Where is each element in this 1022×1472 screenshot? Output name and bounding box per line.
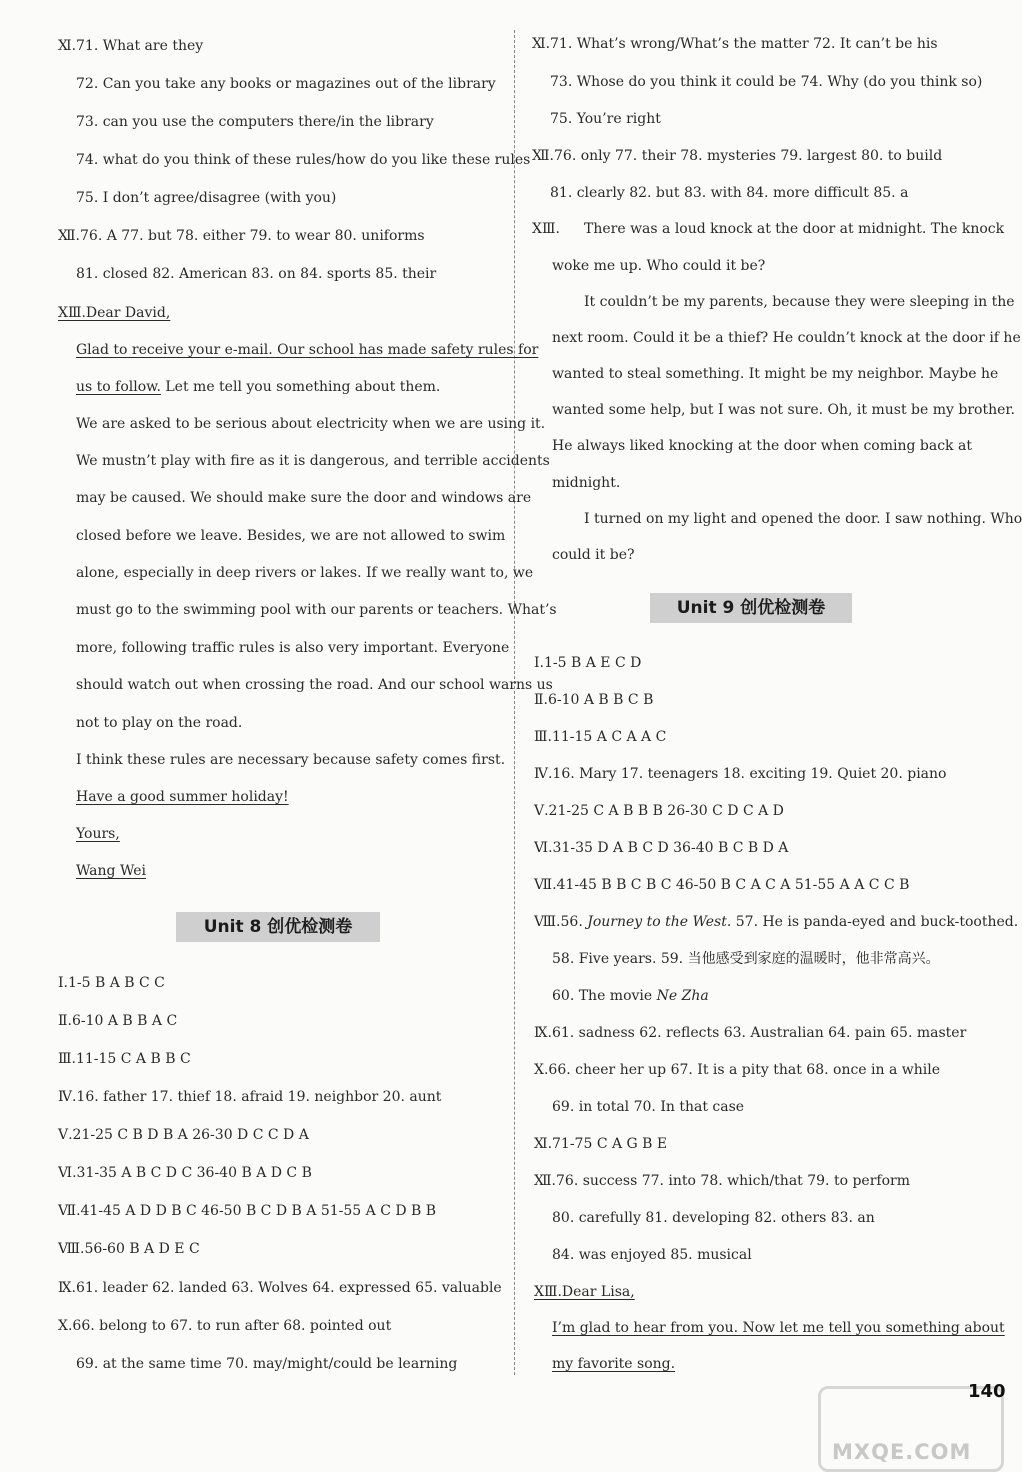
letter-greeting: ⅩⅢ.Dear Lisa, (534, 1284, 635, 1300)
letter-line: closed before we leave. Besides, we are not allowed to swim (76, 528, 506, 544)
story-line: I turned on my light and opened the door. I saw nothing. Who (584, 511, 1022, 527)
letter-line (76, 377, 440, 397)
answer-line: Ⅰ.1-5 B A B C C (58, 975, 165, 991)
answer-line: Ⅻ.76. A 77. but 78. either 79. to wear 80. uniforms (58, 228, 425, 244)
story-label: ⅩⅢ. (532, 221, 560, 237)
letter-line: not to play on the road. (76, 715, 243, 731)
answer-line (552, 986, 709, 1006)
answer-line: Ⅷ.56-60 B A D E C (58, 1241, 200, 1257)
page-number: 140 (968, 1381, 1006, 1402)
answer-line: Ⅹ.66. belong to 67. to run after 68. pointed out (58, 1318, 392, 1334)
letter-line: must go to the swimming pool with our parents or teachers. What’s (76, 602, 557, 618)
answer-line: 73. Whose do you think it could be 74. Why (do you think so) (550, 74, 983, 90)
letter-line: should watch out when crossing the road. And our school warns us (76, 677, 553, 693)
answer-line: Ⅳ.16. Mary 17. teenagers 18. exciting 19. Quiet 20. piano (534, 766, 947, 782)
answer-line: Ⅶ.41-45 A D D B C 46-50 B C D B A 51-55 A C D B B (58, 1203, 437, 1219)
story-line: midnight. (552, 475, 621, 491)
answer-line: Ⅴ.21-25 C B D B A 26-30 D C C D A (58, 1127, 309, 1143)
story-line: It couldn’t be my parents, because they were sleeping in the (584, 294, 1015, 310)
answer-line: Ⅻ.76. success 77. into 78. which/that 79. to perform (534, 1173, 910, 1189)
answer-line: 58. Five years. 59. 当他感受到家庭的温暖时，他非常高兴。 (552, 951, 940, 967)
story-line: wanted to steal something. It might be my neighbor. Maybe he (552, 366, 999, 382)
answer-line: 81. closed 82. American 83. on 84. sports 85. their (76, 266, 437, 282)
story-line: wanted some help, but I was not sure. Oh, it must be my brother. (552, 402, 1015, 418)
answer-text: Ⅷ.56. (534, 914, 588, 930)
answer-line: 73. can you use the computers there/in the library (76, 114, 434, 130)
answer-line: 80. carefully 81. developing 82. others 83. an (552, 1210, 875, 1226)
answer-line: Ⅸ.61. leader 62. landed 63. Wolves 64. expressed 65. valuable (58, 1280, 502, 1296)
answer-line: 69. in total 70. In that case (552, 1099, 745, 1115)
answer-line: Ⅵ.31-35 A B C D C 36-40 B A D C B (58, 1165, 312, 1181)
answer-line: Ⅹ.66. cheer her up 67. It is a pity that 68. once in a while (534, 1062, 941, 1078)
answer-text: 60. The movie (552, 988, 657, 1004)
letter-closing: Have a good summer holiday! (76, 789, 289, 805)
story-line: could it be? (552, 547, 635, 563)
answer-line: 84. was enjoyed 85. musical (552, 1247, 752, 1263)
answer-line: 74. what do you think of these rules/how do you like these rules (76, 152, 531, 168)
story-line: He always liked knocking at the door when coming back at (552, 438, 972, 454)
letter-line: I’m glad to hear from you. Now let me tell you something about (552, 1320, 1005, 1336)
answer-line: Ⅶ.41-45 B B C B C 46-50 B C A C A 51-55 A A C C B (534, 877, 910, 893)
letter-line: Glad to receive your e-mail. Our school has made safety rules for (76, 342, 539, 358)
answer-text: 57. He is panda-eyed and buck-toothed. (731, 914, 1019, 930)
answer-line: Ⅴ.21-25 C A B B B 26-30 C D C A D (534, 803, 784, 819)
story-line: There was a loud knock at the door at midnight. The knock (584, 221, 1005, 237)
answer-line: 72. Can you take any books or magazines out of the library (76, 76, 496, 92)
letter-line: more, following traffic rules is also very important. Everyone (76, 640, 510, 656)
letter-text: Let me tell you something about them. (160, 379, 441, 395)
answer-line: Ⅺ.71-75 C A G B E (534, 1136, 668, 1152)
story-line: woke me up. Who could it be? (552, 258, 766, 274)
answer-line: Ⅱ.6-10 A B B C B (534, 692, 654, 708)
answer-line: Ⅰ.1-5 B A E C D (534, 655, 642, 671)
unit9-banner: Unit 9 创优检测卷 (650, 593, 852, 623)
story-line: next room. Could it be a thief? He couldn’t knock at the door if he (552, 330, 1021, 346)
answer-italic: Ne Zha (656, 988, 709, 1004)
answer-line: Ⅱ.6-10 A B B A C (58, 1013, 178, 1029)
column-divider (514, 30, 515, 1375)
letter-line: may be caused. We should make sure the door and windows are (76, 490, 532, 506)
letter-signature: Wang Wei (76, 863, 146, 879)
answer-line: Ⅵ.31-35 D A B C D 36-40 B C B D A (534, 840, 789, 856)
answer-line: Ⅻ.76. only 77. their 78. mysteries 79. largest 80. to build (532, 148, 943, 164)
answer-italic: Journey to the West. (587, 914, 732, 930)
letter-line: my favorite song. (552, 1356, 676, 1372)
answer-line: Ⅺ.71. What’s wrong/What’s the matter 72. It can’t be his (532, 36, 938, 52)
answer-line: Ⅲ.11-15 C A B B C (58, 1051, 191, 1067)
watermark-text: MXQE.COM (832, 1440, 972, 1464)
answer-line: Ⅸ.61. sadness 62. reflects 63. Australian 64. pain 65. master (534, 1025, 967, 1041)
letter-line: I think these rules are necessary because safety comes first. (76, 752, 506, 768)
answer-line: 69. at the same time 70. may/might/could be learning (76, 1356, 458, 1372)
answer-line (534, 912, 1018, 932)
answer-line: 75. You’re right (550, 111, 661, 127)
answer-line: Ⅲ.11-15 A C A A C (534, 729, 667, 745)
answer-line: 75. I don’t agree/disagree (with you) (76, 190, 337, 206)
answer-line: 81. clearly 82. but 83. with 84. more difficult 85. a (550, 185, 909, 201)
letter-line: We are asked to be serious about electricity when we are using it. (76, 416, 546, 432)
letter-line: alone, especially in deep rivers or lakes. If we really want to, we (76, 565, 534, 581)
letter-underlined: us to follow. (76, 379, 161, 395)
letter-closing: Yours, (76, 826, 120, 842)
answer-line: Ⅺ.71. What are they (58, 38, 204, 54)
letter-greeting: ⅩⅢ.Dear David, (58, 305, 171, 321)
letter-line: We mustn’t play with fire as it is dangerous, and terrible accidents (76, 453, 550, 469)
unit8-banner: Unit 8 创优检测卷 (176, 912, 380, 942)
answer-line: Ⅳ.16. father 17. thief 18. afraid 19. neighbor 20. aunt (58, 1089, 442, 1105)
